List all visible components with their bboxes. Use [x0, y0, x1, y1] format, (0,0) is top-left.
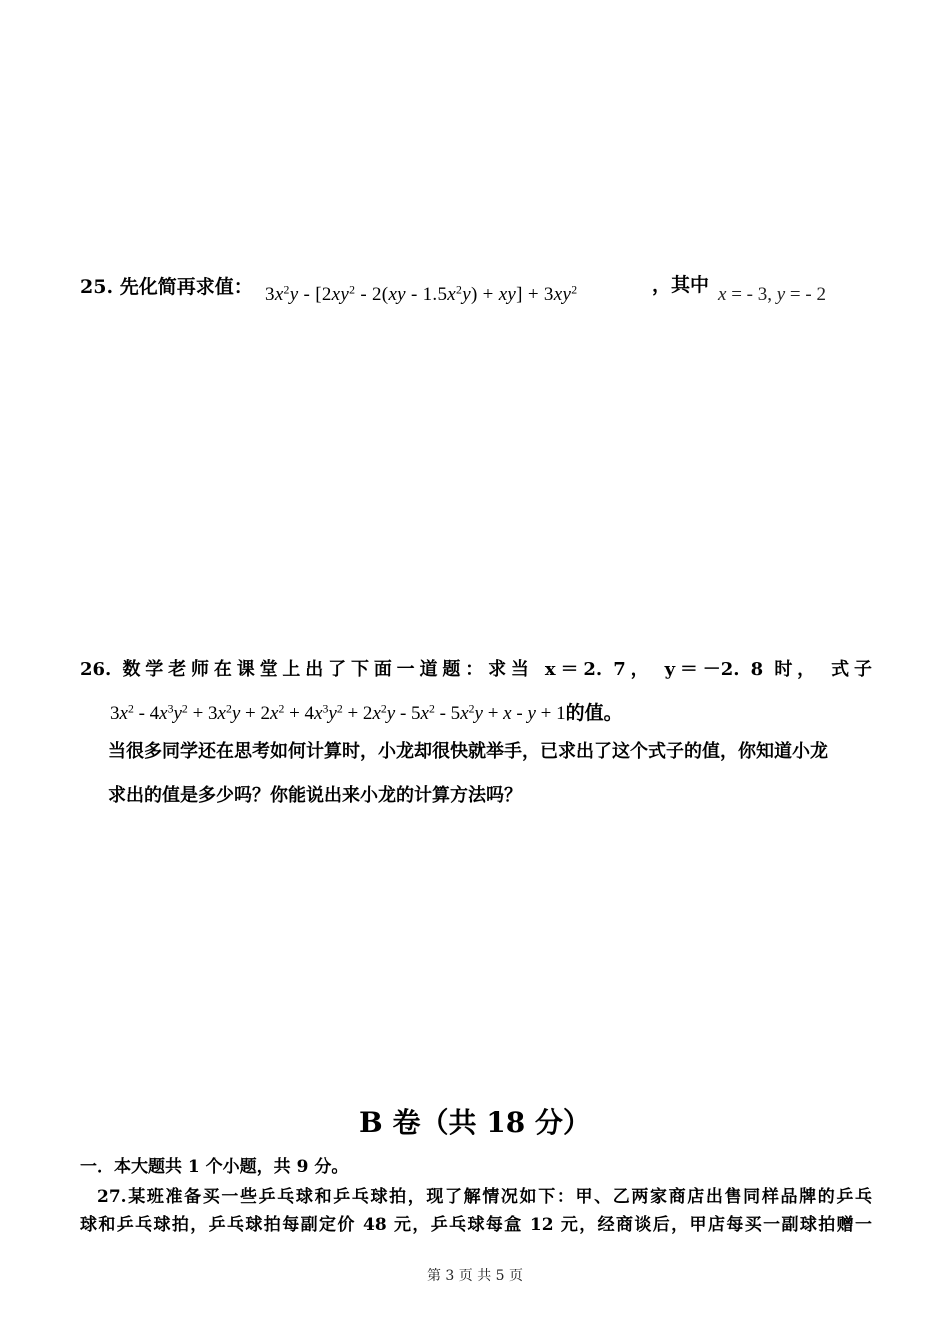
question-number: 25. [80, 276, 114, 298]
section-b-title: B 卷（共 18 分） [359, 1106, 591, 1139]
question-26-line4: 求出的值是多少吗？你能说出来小龙的计算方法吗？ [108, 785, 522, 806]
page-footer: 第 3 页 共 5 页 [426, 1268, 524, 1284]
part-one-heading: 一．本大题共 1 个小题，共 9 分。 [80, 1157, 349, 1177]
q25-expression: $3x^2y - [2xy^2 - 2(xy - 1.5x^2y) + xy] + 3xy^2$ [265, 283, 578, 305]
q26-expression-suffix: 的值。 [565, 702, 623, 724]
question-number: 26. [80, 659, 112, 680]
question-27-line1: 27.某班准备买一些乒乓球和乒乓球拍，现了解情况如下：甲、乙两家商店出售同样品牌的乒乓 [97, 1187, 872, 1207]
q26-expression: $3x^2 - 4x^3y^2 + 3x^2y + 2x^2 + 4x^3y^2 + 2x^2y - 5x^2 - 5x^2y + x - y + 1$ [110, 702, 566, 724]
q26-expression-line [110, 698, 623, 725]
question-26-line3: 当很多同学还在思考如何计算时，小龙却很快就举手，已求出了这个式子的值，你知道小龙 [108, 741, 828, 762]
question-27-line2: 球和乒乓球拍，乒乓球拍每副定价 48 元，乒乓球每盒 12 元，经商谈后，甲店每买一副球拍赠一 [80, 1215, 872, 1235]
question-26-line1 [80, 655, 872, 681]
question-text: 先化简再求值： [119, 276, 253, 298]
question-text: 数学老师在课堂上出了下面一道题：求当 x＝2. 7， y＝－2. 8 时， 式子 [122, 659, 872, 680]
q25-condition: x = - 3, y = - 2 [718, 284, 826, 305]
q25-where-label: ，其中 [652, 274, 710, 296]
question-25-prompt [80, 272, 253, 299]
